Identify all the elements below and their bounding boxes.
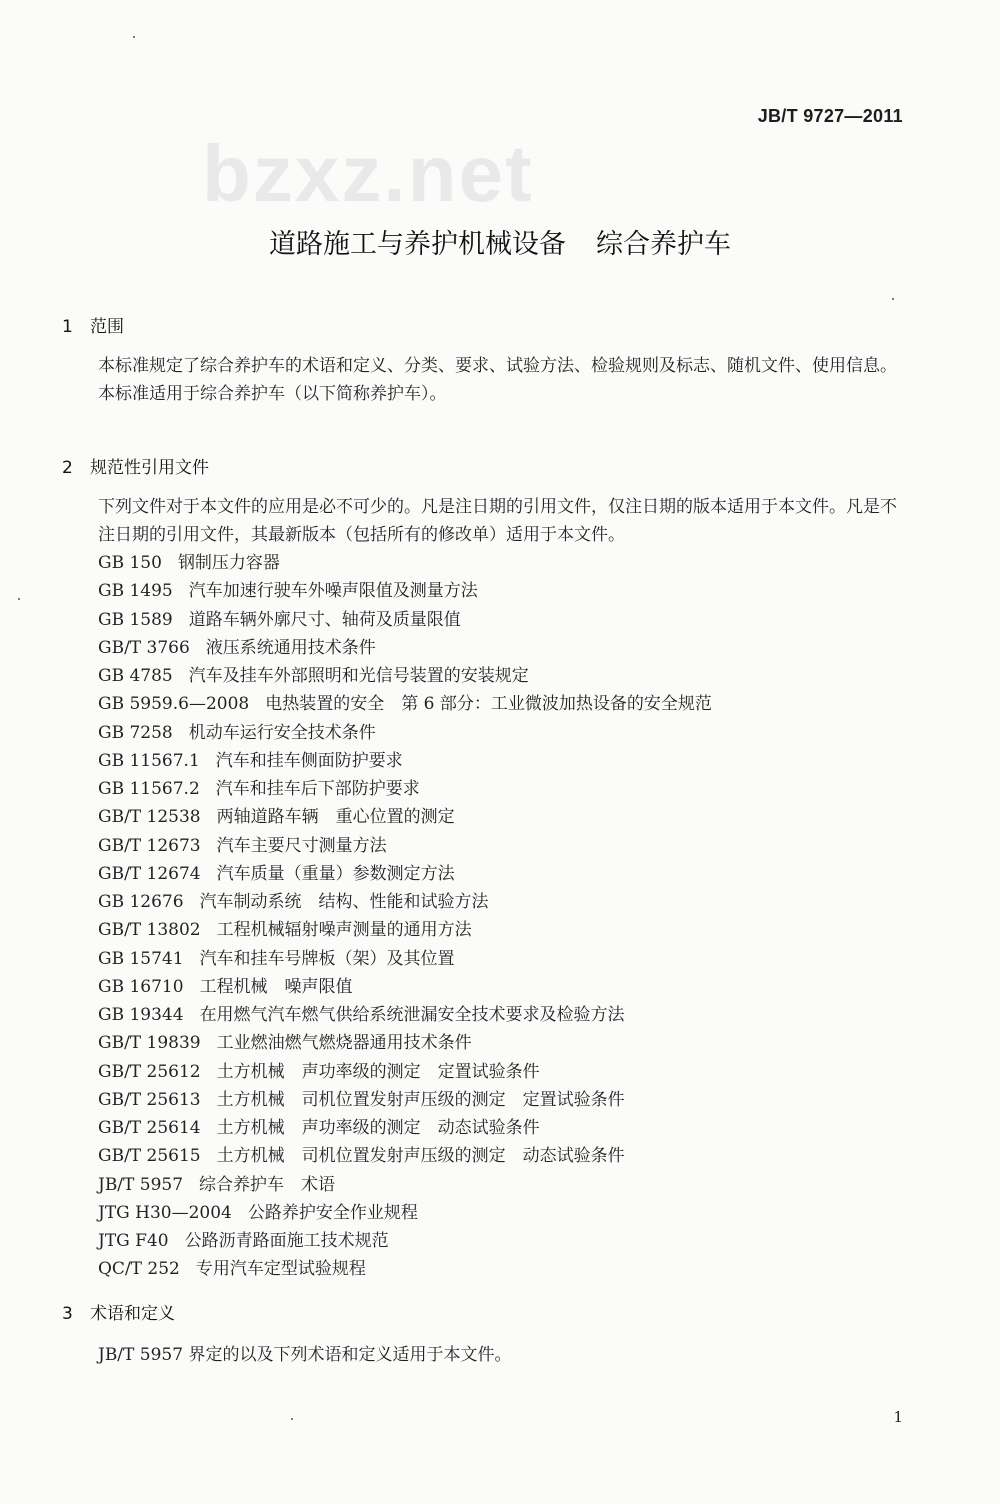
reference-code: GB/T 25614 bbox=[98, 1118, 201, 1138]
reference-title: 液压系统通用技术条件 bbox=[205, 637, 376, 658]
reference-item bbox=[98, 775, 712, 803]
reference-item bbox=[98, 945, 712, 973]
reference-title: 专用汽车定型试验规程 bbox=[195, 1259, 366, 1280]
reference-code: GB 11567.2 bbox=[98, 779, 200, 799]
reference-code: GB/T 3766 bbox=[98, 637, 190, 658]
reference-title: 土方机械 司机位置发射声压级的测定 定置试验条件 bbox=[216, 1089, 625, 1110]
reference-code: GB 1495 bbox=[98, 581, 173, 602]
reference-code: GB/T 12673 bbox=[98, 835, 201, 856]
reference-item bbox=[98, 973, 712, 1001]
reference-item bbox=[98, 662, 712, 690]
reference-title: 在用燃气汽车燃气供给系统泄漏安全技术要求及检验方法 bbox=[199, 1005, 625, 1025]
reference-code: GB 11567.1 bbox=[98, 750, 200, 771]
reference-item bbox=[98, 1142, 712, 1170]
section-title: 术语和定义 bbox=[90, 1304, 175, 1324]
reference-item bbox=[98, 1058, 712, 1086]
reference-title: 汽车质量（重量）参数测定方法 bbox=[216, 863, 455, 884]
reference-code: GB 7258 bbox=[98, 722, 173, 743]
reference-title: 钢制压力容器 bbox=[177, 553, 280, 573]
document-title bbox=[0, 222, 1000, 261]
section-title: 范围 bbox=[90, 317, 124, 337]
reference-code: GB 12676 bbox=[98, 892, 184, 912]
standard-number: JB/T 9727—2011 bbox=[757, 106, 903, 126]
reference-code: GB 1589 bbox=[98, 609, 173, 630]
reference-item bbox=[98, 747, 712, 775]
reference-title: 汽车和挂车侧面防护要求 bbox=[215, 750, 403, 771]
reference-title: 公路养护安全作业规程 bbox=[247, 1202, 418, 1223]
reference-title: 工程机械 噪声限值 bbox=[199, 976, 353, 997]
reference-item bbox=[98, 690, 712, 718]
reference-title: 公路沥青路面施工技术规范 bbox=[184, 1231, 389, 1251]
watermark: bzxz.net bbox=[202, 129, 534, 218]
reference-code: QC/T 252 bbox=[98, 1259, 180, 1280]
reference-item bbox=[98, 860, 712, 888]
reference-code: JTG F40 bbox=[98, 1231, 169, 1251]
reference-code: GB 15741 bbox=[98, 948, 184, 969]
reference-title: 两轴道路车辆 重心位置的测定 bbox=[216, 807, 455, 828]
paragraph: 本标准规定了综合养护车的术语和定义、分类、要求、试验方法、检验规则及标志、随机文件、使用信息。 bbox=[98, 356, 897, 376]
reference-title: 汽车制动系统 结构、性能和试验方法 bbox=[199, 892, 489, 912]
reference-code: JTG H30—2004 bbox=[98, 1202, 232, 1223]
section-title: 规范性引用文件 bbox=[90, 458, 209, 478]
reference-title: 汽车主要尺寸测量方法 bbox=[216, 835, 387, 856]
title-part-1: 道路施工与养护机械设备 bbox=[269, 229, 566, 260]
reference-title: 汽车和挂车号牌板（架）及其位置 bbox=[199, 948, 455, 969]
reference-item bbox=[98, 888, 712, 916]
reference-title: 工程机械辐射噪声测量的通用方法 bbox=[216, 920, 472, 941]
section-2-heading bbox=[62, 453, 209, 478]
paragraph: JB/T 5957 界定的以及下列术语和定义适用于本文件。 bbox=[98, 1345, 512, 1365]
reference-item bbox=[98, 719, 712, 747]
reference-item bbox=[98, 1001, 712, 1029]
reference-title: 综合养护车 术语 bbox=[199, 1174, 336, 1195]
reference-code: GB 4785 bbox=[98, 666, 173, 686]
reference-code: GB 150 bbox=[98, 553, 162, 573]
reference-code: GB/T 25615 bbox=[98, 1146, 201, 1167]
section-1-body bbox=[62, 352, 907, 408]
reference-code: GB 19344 bbox=[98, 1005, 184, 1025]
section-number: 3 bbox=[62, 1304, 73, 1324]
reference-item bbox=[98, 1255, 712, 1283]
reference-item bbox=[98, 1114, 712, 1142]
reference-title: 土方机械 声功率级的测定 动态试验条件 bbox=[216, 1118, 540, 1138]
reference-item bbox=[98, 1171, 712, 1199]
reference-code: JB/T 5957 bbox=[98, 1174, 184, 1195]
section-1-heading bbox=[62, 312, 124, 337]
paragraph: 下列文件对于本文件的应用是必不可少的。凡是注日期的引用文件，仅注日期的版本适用于本文件。凡是不注日期的引用文件，其最新版本（包括所有的修改单）适用于本文件。 bbox=[98, 497, 897, 545]
scan-speck bbox=[291, 1418, 293, 1420]
reference-item bbox=[98, 832, 712, 860]
scan-speck bbox=[133, 36, 135, 38]
reference-code: GB/T 25613 bbox=[98, 1089, 201, 1110]
reference-title: 机动车运行安全技术条件 bbox=[188, 722, 376, 743]
reference-code: GB 16710 bbox=[98, 976, 184, 997]
reference-title: 汽车加速行驶车外噪声限值及测量方法 bbox=[188, 581, 478, 602]
reference-title: 电热装置的安全 第 6 部分：工业微波加热设备的安全规范 bbox=[265, 694, 712, 715]
reference-title: 工业燃油燃气燃烧器通用技术条件 bbox=[216, 1033, 472, 1054]
reference-title: 土方机械 声功率级的测定 定置试验条件 bbox=[216, 1061, 540, 1082]
section-number: 1 bbox=[62, 317, 73, 337]
reference-title: 道路车辆外廓尺寸、轴荷及质量限值 bbox=[188, 609, 461, 630]
reference-code: GB/T 13802 bbox=[98, 920, 201, 941]
reference-item bbox=[98, 549, 712, 577]
reference-item bbox=[98, 606, 712, 634]
section-3-body bbox=[98, 1341, 908, 1369]
scan-speck bbox=[892, 298, 894, 300]
section-3-heading bbox=[62, 1299, 175, 1324]
reference-item bbox=[98, 577, 712, 605]
reference-item bbox=[98, 634, 712, 662]
reference-item bbox=[98, 1199, 712, 1227]
reference-title: 汽车及挂车外部照明和光信号装置的安装规定 bbox=[188, 666, 529, 686]
reference-title: 土方机械 司机位置发射声压级的测定 动态试验条件 bbox=[216, 1146, 625, 1167]
reference-item bbox=[98, 1029, 712, 1057]
reference-item bbox=[98, 803, 712, 831]
paragraph: 本标准适用于综合养护车（以下简称养护车）。 bbox=[98, 384, 447, 404]
scan-speck bbox=[18, 598, 20, 600]
section-2-intro bbox=[62, 493, 907, 549]
section-number: 2 bbox=[62, 458, 73, 478]
reference-item bbox=[98, 1086, 712, 1114]
reference-code: GB/T 12674 bbox=[98, 863, 201, 884]
reference-code: GB/T 25612 bbox=[98, 1061, 201, 1082]
reference-item bbox=[98, 916, 712, 944]
reference-item bbox=[98, 1227, 712, 1255]
reference-code: GB/T 19839 bbox=[98, 1033, 201, 1054]
reference-code: GB/T 12538 bbox=[98, 807, 201, 828]
reference-title: 汽车和挂车后下部防护要求 bbox=[215, 779, 420, 799]
page-number: 1 bbox=[893, 1408, 903, 1426]
title-part-2: 综合养护车 bbox=[596, 229, 731, 260]
reference-code: GB 5959.6—2008 bbox=[98, 694, 250, 715]
reference-list bbox=[98, 549, 712, 1284]
